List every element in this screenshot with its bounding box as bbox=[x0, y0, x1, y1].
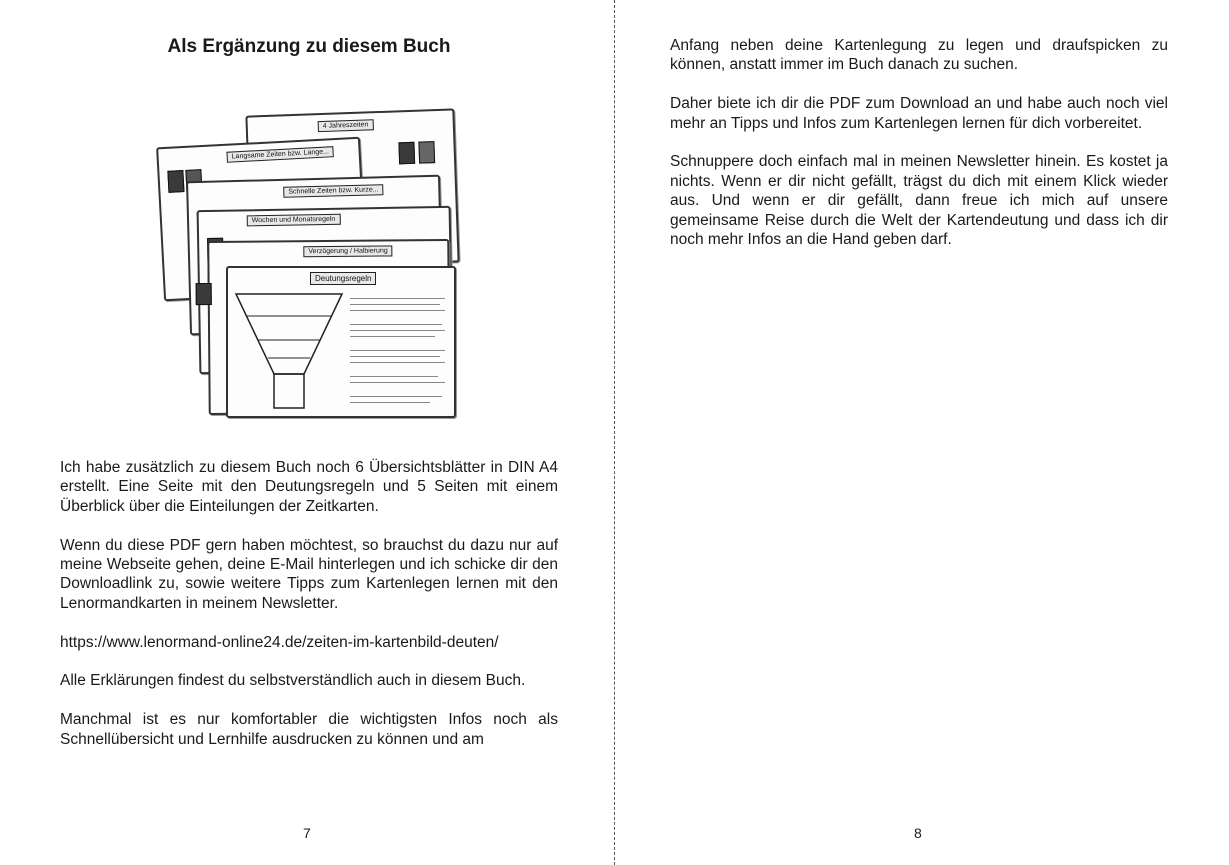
website-link[interactable]: https://www.lenormand-online24.de/zeiten-im-kartenbild-deuten/ bbox=[60, 633, 499, 651]
card-image bbox=[196, 283, 212, 305]
paragraph: Manchmal ist es nur komfortabler die wichtigsten Infos noch als Schnellübersicht und Lernhilfe ausdrucken zu können und am bbox=[60, 711, 558, 748]
paragraph: Daher biete ich dir die PDF zum Download an und habe auch noch viel mehr an Tipps und Infos zum Kartenlegen lernen für dich vorbereitet. bbox=[670, 95, 1168, 132]
funnel-diagram bbox=[234, 292, 344, 412]
page-title: Als Ergänzung zu diesem Buch bbox=[167, 36, 451, 57]
sheet-front bbox=[226, 266, 456, 418]
right-body-text bbox=[670, 36, 1168, 269]
paragraph: Anfang neben deine Kartenlegung zu legen und draufspicken zu können, anstatt immer im Buch danach zu suchen. bbox=[670, 37, 1168, 74]
card-image bbox=[398, 142, 415, 165]
paragraph: Wenn du diese PDF gern haben möchtest, so brauchst du dazu nur auf meine Webseite gehen, deine E-Mail hinterlegen und ich schicke dir den Downloadlink zu, sowie weitere Tipps zum Kartenlegen lernen mit den Lenormandkarten in meinem Newsletter. bbox=[60, 536, 558, 612]
page-number: 7 bbox=[303, 825, 311, 841]
paragraph: Alle Erklärungen findest du selbstverständlich auch in diesem Buch. bbox=[60, 672, 526, 690]
page-number: 8 bbox=[914, 825, 922, 841]
left-page bbox=[0, 0, 614, 865]
page-divider bbox=[614, 0, 615, 865]
paragraph: Ich habe zusätzlich zu diesem Buch noch 6 Übersichtsblätter in DIN A4 erstellt. Eine Seite mit den Deutungsregeln und 5 Seiten mit einem Überblick über die Einteilungen der Zeitkarten. bbox=[60, 459, 558, 515]
left-body-text bbox=[60, 458, 558, 768]
card-image bbox=[167, 170, 184, 193]
sheet-banner: Schnelle Zeiten bzw. Kurze... bbox=[283, 184, 384, 198]
sheet-banner: Verzögerung / Halbierung bbox=[303, 245, 392, 257]
card-image bbox=[418, 141, 435, 164]
sheet-banner: Wochen und Monatsregeln bbox=[247, 214, 341, 227]
sheet-banner: Langsame Zeiten bzw. Lange... bbox=[226, 146, 334, 163]
paragraph: Schnuppere doch einfach mal in meinen Newsletter hinein. Es kostet ja nichts. Wenn er dir nicht gefällt, trägst du dich mit einem Klick wieder aus. Und wenn er dir gefällt, dann freue ich mich auf unsere gemeinsame Reise durch die Welt der Kartendeutung und dass ich dir noch mehr Infos an die Hand geben darf. bbox=[670, 153, 1168, 249]
sheet-banner: 4 Jahreszeiten bbox=[318, 119, 374, 132]
overview-sheets-illustration bbox=[158, 108, 460, 420]
right-page bbox=[616, 0, 1229, 865]
sheet-banner: Deutungsregeln bbox=[310, 272, 376, 285]
